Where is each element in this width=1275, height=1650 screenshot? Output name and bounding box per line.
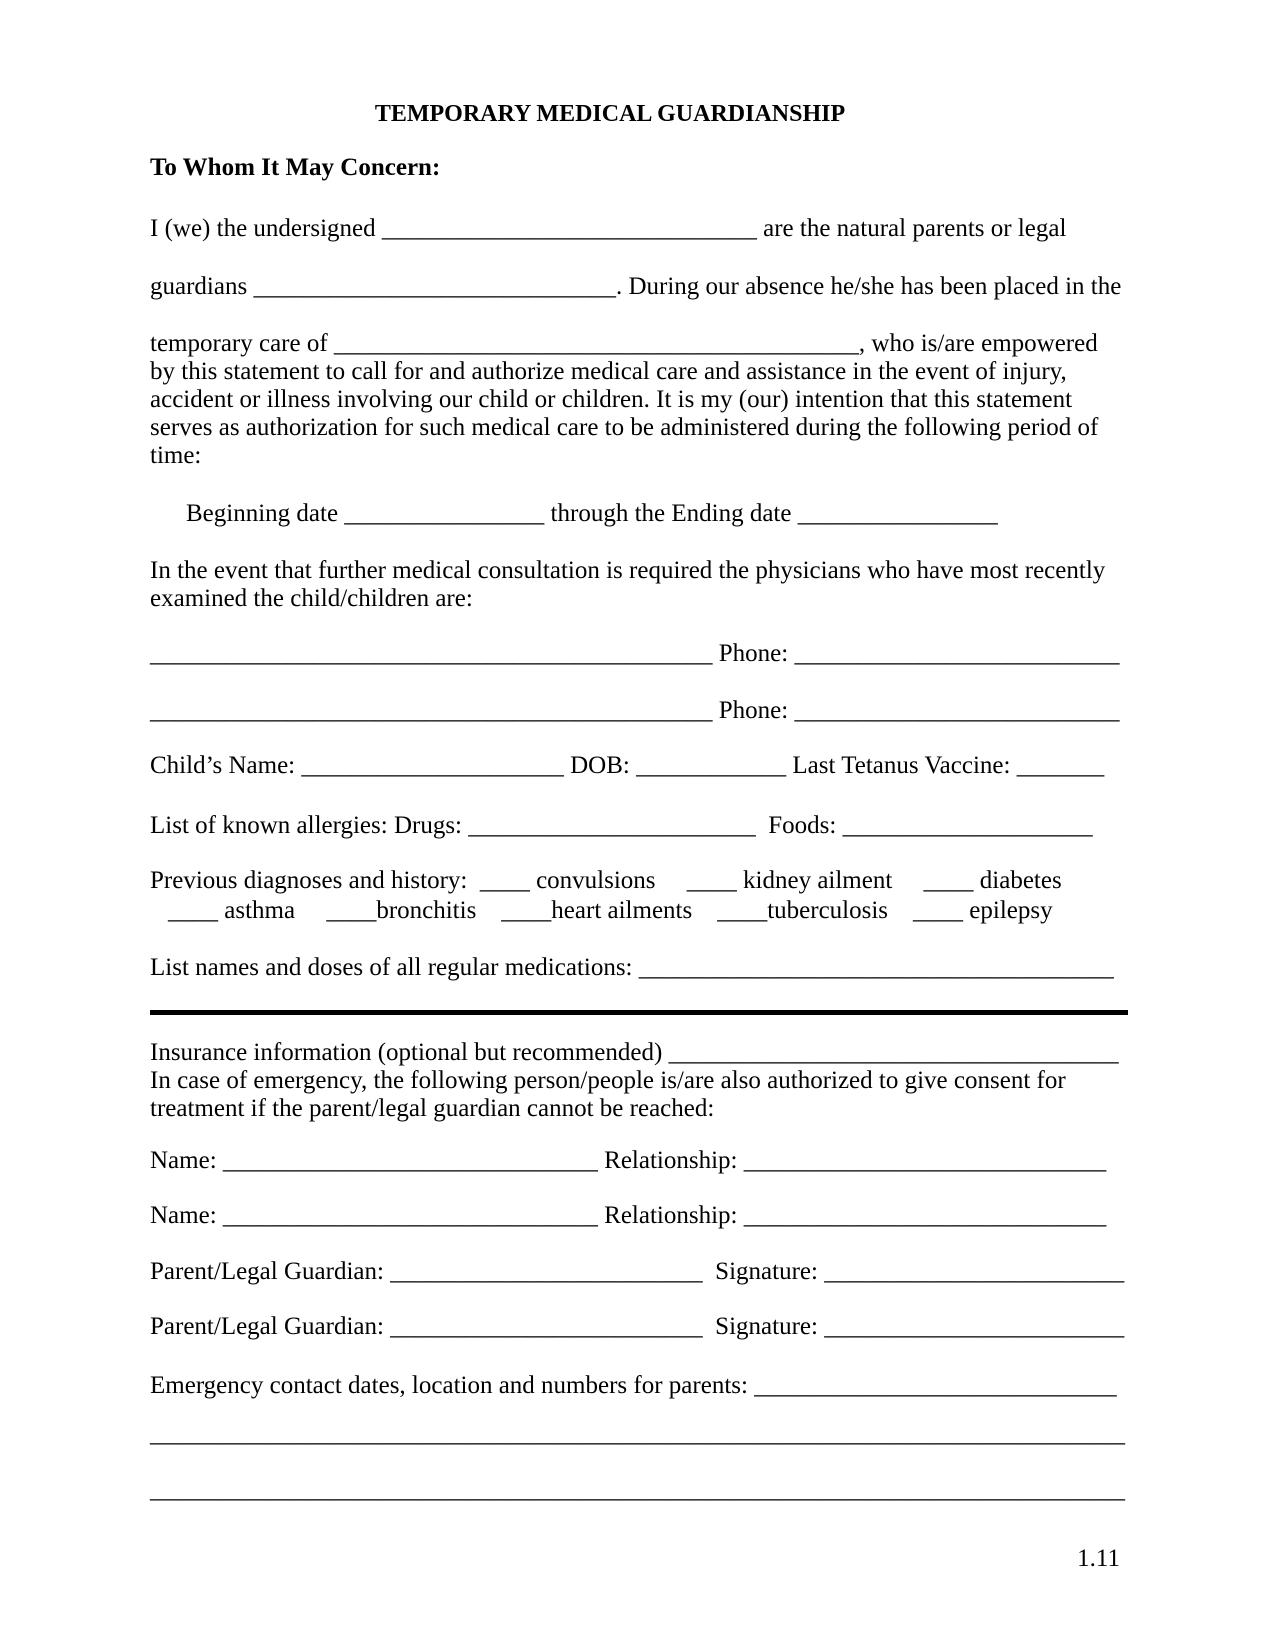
page-number: 1.11 xyxy=(1077,1545,1120,1572)
write-in-line-2: ______________________________________________________________________________ xyxy=(150,1476,1125,1503)
physicians-paragraph-line-1: In the event that further medical consultation is required the physicians who have most recently xyxy=(150,557,1106,584)
page-title: TEMPORARY MEDICAL GUARDIANSHIP xyxy=(374,101,846,127)
diagnoses-line-1: Previous diagnoses and history: ____ convulsions ____ kidney ailment ____ diabetes xyxy=(150,867,1062,894)
medications-line: List names and doses of all regular medications: ______________________________________ xyxy=(150,954,1114,981)
consent-paragraph-line-1: In case of emergency, the following person/people is/are also authorized to give consent for xyxy=(150,1067,1066,1094)
emergency-contact-line-1: Name: ______________________________ Relationship: _____________________________ xyxy=(150,1147,1107,1174)
physician-entry-1: _____________________________________________ Phone: __________________________ xyxy=(150,640,1120,667)
intro-line-6: serves as authorization for such medical care to be administered during the following period of xyxy=(150,414,1099,441)
diagnoses-line-2: ____ asthma ____bronchitis ____heart ailments ____tuberculosis ____ epilepsy xyxy=(168,897,1053,924)
write-in-line-1: ______________________________________________________________________________ xyxy=(150,1420,1125,1447)
guardian-signature-line-1: Parent/Legal Guardian: _________________________ Signature: ________________________ xyxy=(150,1258,1125,1285)
intro-line-2: guardians _____________________________. During our absence he/she has been placed in the xyxy=(150,273,1122,300)
beginning-ending-date-line: Beginning date ________________ through the Ending date ________________ xyxy=(186,500,998,527)
insurance-line: Insurance information (optional but recommended) ____________________________________ xyxy=(150,1039,1119,1066)
child-info-line: Child’s Name: _____________________ DOB: ____________ Last Tetanus Vaccine: _______ xyxy=(150,752,1105,779)
allergies-line: List of known allergies: Drugs: _______________________ Foods: ____________________ xyxy=(150,812,1093,839)
consent-paragraph-line-2: treatment if the parent/legal guardian cannot be reached: xyxy=(150,1095,715,1122)
salutation: To Whom It May Concern: xyxy=(150,154,441,181)
physicians-paragraph-line-2: examined the child/children are: xyxy=(150,585,473,612)
guardian-signature-line-2: Parent/Legal Guardian: _________________________ Signature: ________________________ xyxy=(150,1313,1125,1340)
intro-line-5: accident or illness involving our child or children. It is my (our) intention that this statement xyxy=(150,386,1073,413)
intro-line-7: time: xyxy=(150,442,202,469)
emergency-contact-line-2: Name: ______________________________ Relationship: _____________________________ xyxy=(150,1202,1107,1229)
intro-line-1: I (we) the undersigned ______________________________ are the natural parents or legal xyxy=(150,215,1067,242)
physician-entry-2: _____________________________________________ Phone: __________________________ xyxy=(150,697,1120,724)
section-divider xyxy=(150,1010,1128,1015)
intro-line-3: temporary care of __________________________________________, who is/are empowered xyxy=(150,330,1098,357)
intro-line-4: by this statement to call for and authorize medical care and assistance in the event of injury, xyxy=(150,358,1067,385)
parent-contact-dates-line: Emergency contact dates, location and numbers for parents: _____________________________ xyxy=(150,1372,1117,1399)
